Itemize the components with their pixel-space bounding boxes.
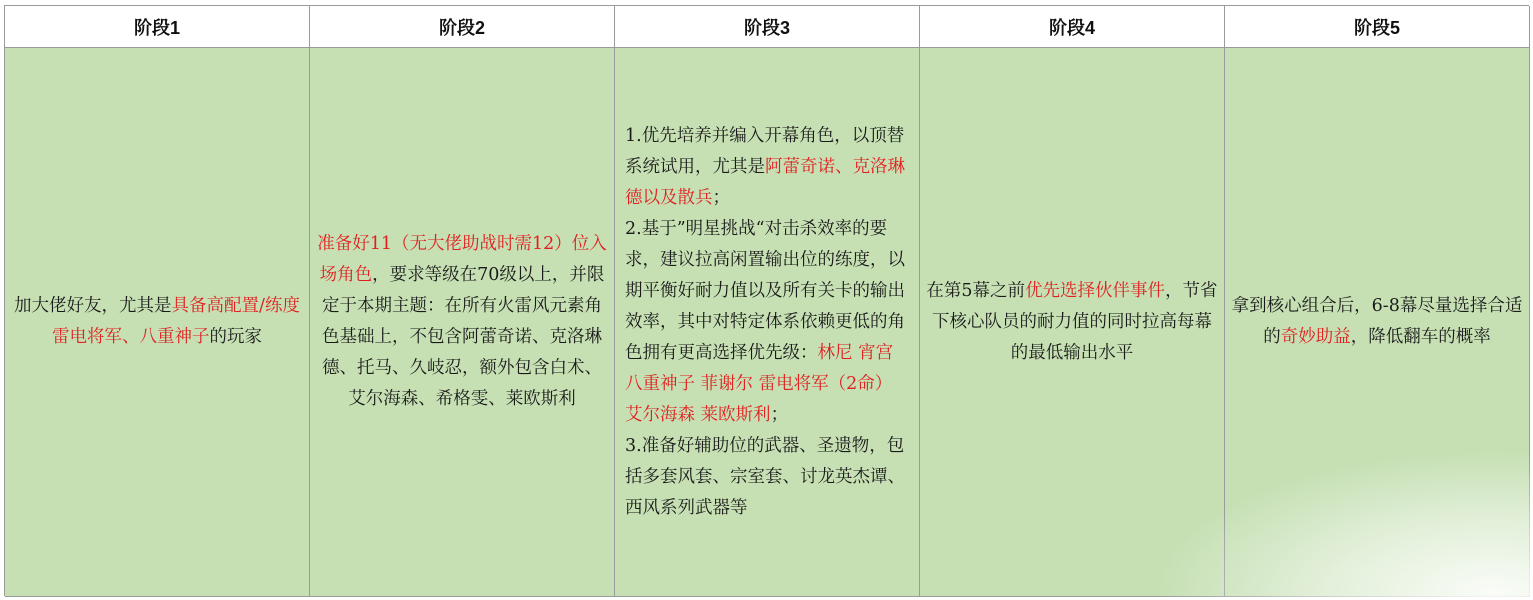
stage-1-highlight: 具备高配置/练度雷电将军、八重神子 (52, 296, 300, 347)
header-stage-2: 阶段2 (310, 6, 615, 48)
stage-4-text-b: ，节省下核心队员的耐力值的同时拉高每幕的最低输出水平 (932, 280, 1218, 363)
stage-5-cell (1225, 48, 1530, 597)
header-stage-4: 阶段4 (920, 6, 1225, 48)
stage-1-text-a: 加大佬好友，尤其是 (14, 296, 172, 316)
stage-2-text (316, 229, 608, 415)
stage-5-text-b: ，降低翻车的概率 (1350, 327, 1491, 347)
stage-3-item-3: 3.准备好辅助位的武器、圣遗物，包括多套风套、宗室套、讨龙英杰谭、西风系列武器等 (625, 435, 905, 518)
header-stage-1: 阶段1 (5, 6, 310, 48)
stage-5-text (1231, 291, 1523, 353)
stage-4-cell (920, 48, 1225, 597)
stage-3-item-1-end: ； (712, 187, 730, 208)
stage-2-text-a: ，要求等级在70级以上，并限定于本期主题：在所有火雷风元素角色基础上，不包含阿蕾奇诺、克洛琳德、托马、久岐忍，额外包含白术、艾尔海森、希格雯、莱欧斯利 (322, 265, 605, 409)
stage-4-highlight: 优先选择伙伴事件 (1025, 280, 1166, 301)
stage-4-text-a: 在第5幕之前 (926, 280, 1026, 301)
stage-5-highlight: 奇妙助益 (1280, 327, 1351, 347)
stage-1-cell (5, 48, 310, 597)
stage-2-cell (310, 48, 615, 597)
stage-3-highlight-1: 阿蕾奇诺、克洛琳德以及散兵 (625, 156, 905, 208)
stage-3-highlight-2: 林尼 宵宫 八重神子 菲谢尔 雷电将军（2命） 艾尔海森 莱欧斯利 (625, 342, 894, 425)
stage-1-text (11, 291, 303, 353)
stage-3-cell (615, 48, 920, 597)
stage-3-item-2-end: ； (770, 404, 789, 425)
stage-5-text-a: 拿到核心组合后，6-8幕尽量选择合适的 (1231, 296, 1523, 347)
stage-3-text (621, 121, 913, 524)
stage-2-highlight: 准备好11（无大佬助战时需12）位入场角色 (317, 234, 607, 285)
stage-4-text (926, 276, 1218, 369)
stage-3-item-2: 2.基于”明星挑战“对击杀效率的要求，建议拉高闲置输出位的练度，以期平衡好耐力值以及所有关卡的输出效率，其中对特定体系依赖更低的角色拥有更高选择优先级： (625, 218, 905, 363)
header-stage-5: 阶段5 (1225, 6, 1530, 48)
stage-table (4, 5, 1529, 596)
stage-1-text-b: 的玩家 (209, 327, 262, 347)
header-stage-3: 阶段3 (615, 6, 920, 48)
stage-3-item-1: 1.优先培养并编入开幕角色，以顶替系统试用，尤其是 (625, 125, 905, 177)
